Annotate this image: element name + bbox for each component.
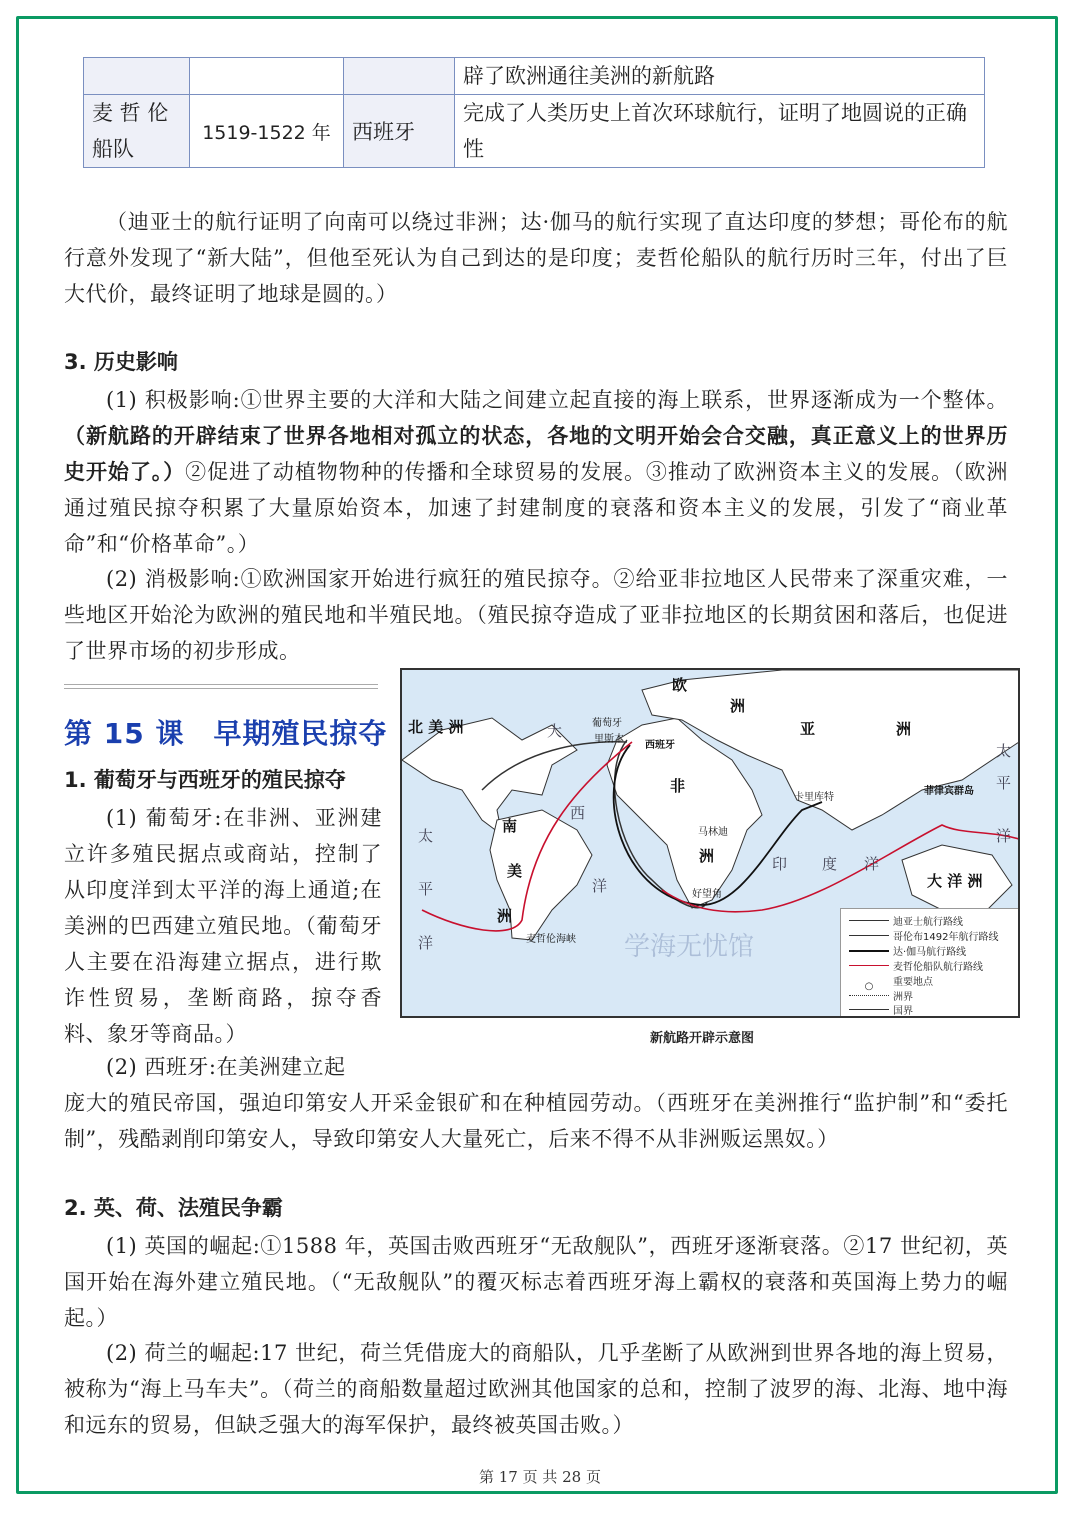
dutch-paragraph: (2) 荷兰的崛起:17 世纪，荷兰凭借庞大的商船队，几乎垄断了从欧洲到世界各地的海上贸易，被称为“海上马车夫”。（荷兰的商船数量超过欧洲其他国家的总和，控制了波罗的海、北海、地中海和远东的贸易，但缺乏强大的海军保护，最终被英国击败。） [64,1341,1008,1437]
legend-label: 麦哲伦船队航行路线 [893,962,983,973]
continent-label: 大 洋 洲 [927,872,983,890]
line-swatch-icon [849,935,889,936]
continent-label: 美 [507,862,523,880]
table-cell: 辟了欧洲通往美洲的新航路 [455,58,985,95]
continent-label: 欧 [672,676,688,694]
positive-impact-text-2: ②促进了动植物物种的传播和全球贸易的发展。③推动了欧洲资本主义的发展。（欧洲通过殖民掠夺积累了大量原始资本，加速了封建制度的衰落和资本主义的发展，引发了“商业革命”和“价格革命”。） [64,460,1009,556]
map-legend [840,908,1020,1017]
page-number: 第 17 页 共 28 页 [478,1468,601,1486]
legend-item: ○ 重要地点 [849,973,933,988]
summary-paragraph: （迪亚士的航行证明了向南可以绕过非洲；达·伽马的航行实现了直达印度的梦想；哥伦布的航行意外发现了“新大陆”，但他至死认为自己到达的是印度；麦哲伦船队的航行历时三年，付出了巨大代价，最终证明了地球是圆的。） [64,210,1008,306]
ocean-label: 印 [772,855,788,873]
negative-impact-paragraph: (2) 消极影响:①欧洲国家开始进行疯狂的殖民掠夺。②给亚非拉地区人民带来了深重灾难，一些地区开始沦为欧洲的殖民地和半殖民地。（殖民掠夺造成了亚非拉地区的长期贫困和落后，也促进了世界市场的初步形成。 [64,567,1008,663]
ocean-label: 洋 [996,827,1012,845]
ocean-label: 太 [418,827,434,845]
place-label: 麦哲伦海峡 [526,934,576,945]
legend-item [849,913,963,928]
table-cell [190,58,344,95]
table-row [84,95,985,168]
continent-label: 洲 [896,720,912,738]
ocean-label: 洋 [418,934,434,952]
legend-item [849,958,983,973]
lesson-title: 第 15 课 早期殖民掠夺 [64,717,388,750]
legend-item [849,1002,913,1017]
ocean-label: 太 [996,742,1012,760]
table-cell: 麦 哲 伦船队 [84,95,190,168]
table-cell: 完成了人类历史上首次环球航行，证明了地圆说的正确性 [455,95,985,168]
spain-paragraph-rest: 庞大的殖民帝国，强迫印第安人开采金银矿和在种植园劳动。（西班牙在美洲推行“监护制”和“委托制”，残酷剥削印第安人，导致印第安人大量死亡，后来不得不从非洲贩运黑奴。） [64,1091,1008,1151]
portugal-paragraph: (1) 葡萄牙:在非洲、亚洲建立许多殖民据点或商站，控制了从印度洋到太平洋的海上通道;在美洲的巴西建立殖民地。（葡萄牙人主要在沿海建立据点，进行欺诈性贸易，垄断商路，掠夺香料、象牙等商品。） [64,806,382,1046]
voyage-map [400,668,1020,1018]
continent-label: 洲 [497,907,513,925]
legend-label: 达·伽马航行路线 [893,947,967,958]
voyage-table [83,57,985,168]
continent-label: 洲 [699,847,715,865]
map-caption: 新航路开辟示意图 [650,1031,755,1046]
divider [64,684,378,689]
legend-item [849,943,966,958]
legend-label: 哥伦布1492年航行路线 [893,932,999,943]
ocean-label: 平 [996,774,1012,792]
england-paragraph: (1) 英国的崛起:①1588 年，英国击败西班牙“无敌舰队”，西班牙逐渐衰落。②17 世纪初，英国开始在海外建立殖民地。（“无敌舰队”的覆灭标志着西班牙海上霸权的衰落和英国海上势力的崛起。） [64,1234,1008,1330]
positive-impact-bold: （新航路的开辟结束了世界各地相对孤立的状态，各地的文明开始会合交融，真正意义上的世界历史开始了。） [64,424,1008,484]
positive-impact-paragraph [64,382,1008,562]
place-label: 葡萄牙 [592,718,622,729]
line-swatch-icon [849,950,889,952]
line-swatch-icon [849,1009,889,1010]
positive-impact-text: (1) 积极影响:①世界主要的大洋和大陆之间建立起直接的海上联系，世界逐渐成为一个整体。 [106,388,1008,412]
table-cell [84,58,190,95]
table-row [84,58,985,95]
ocean-label: 洋 [864,855,880,873]
ocean-label: 大 [547,722,563,740]
ocean-label: 平 [418,880,434,898]
place-label: 好望角 [692,889,722,900]
legend-item [849,928,998,943]
line-swatch-icon [849,995,889,996]
line-swatch-icon [849,920,889,921]
continent-label: 洲 [730,697,746,715]
place-label: 里斯本 [594,734,624,745]
table-cell: 1519-1522 年 [190,95,344,168]
continent-label: 北 美 洲 [408,718,464,736]
section-heading-rivalry: 2. 英、荷、法殖民争霸 [64,1196,283,1220]
section-heading-impact: 3. 历史影响 [64,350,178,374]
ocean-label: 西 [570,804,586,822]
legend-label: 洲界 [893,992,913,1003]
place-label: 马林迪 [698,827,728,838]
continent-label: 非 [670,777,686,795]
section-heading-portugal-spain: 1. 葡萄牙与西班牙的殖民掠夺 [64,768,346,792]
legend-label: 国界 [893,1006,913,1017]
legend-label: 重要地点 [893,977,933,988]
legend-label: 迪亚士航行路线 [893,917,963,928]
table-cell [344,58,455,95]
place-label: 卡里库特 [794,792,834,803]
place-label: 菲律宾群岛 [924,786,974,797]
line-swatch-icon [849,965,889,966]
watermark: 学海无忧馆 [624,932,755,962]
continent-label: 南 [502,817,518,835]
table-cell: 西班牙 [344,95,455,168]
legend-item [849,988,913,1003]
spain-paragraph-start: (2) 西班牙:在美洲建立起 [106,1055,346,1079]
ocean-label: 洋 [592,877,608,895]
ocean-label: 度 [822,855,838,873]
place-label: 西班牙 [645,736,675,751]
continent-label: 亚 [800,720,816,738]
